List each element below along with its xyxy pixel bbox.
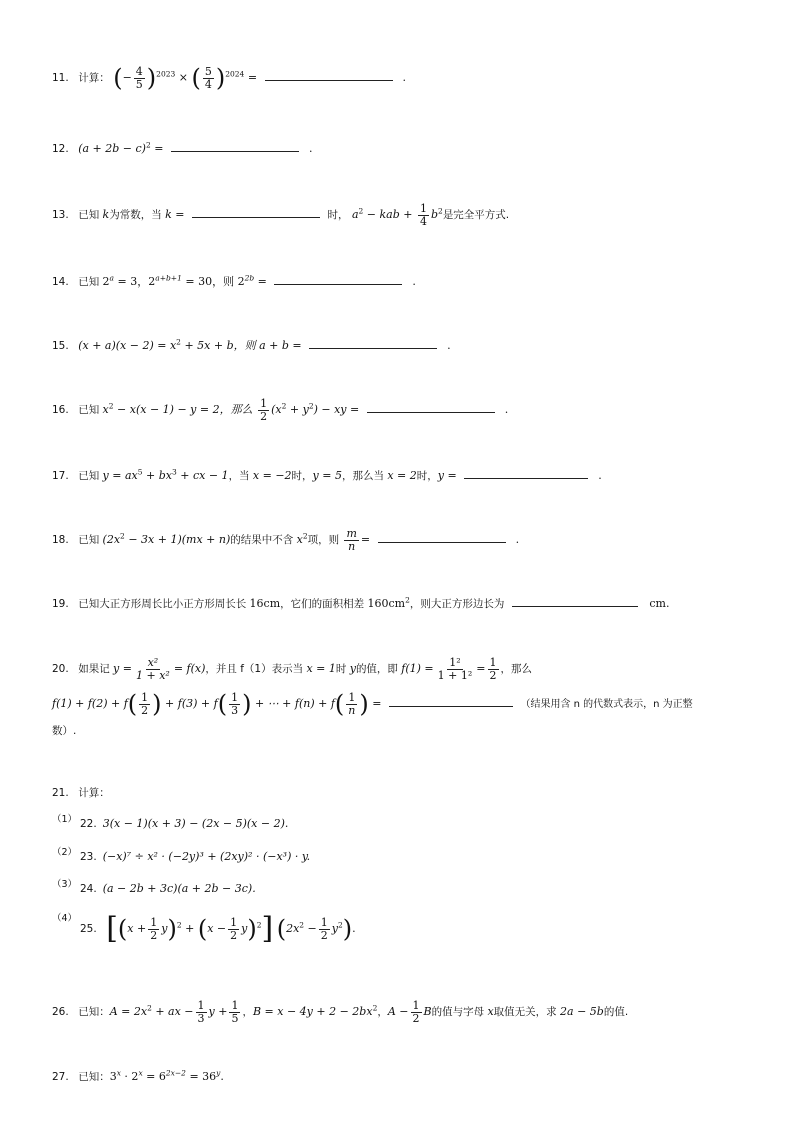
- expression: (a − 2b + 3c)(a + 2b − 3c).: [102, 882, 256, 895]
- expression: + y: [286, 403, 309, 417]
- expression: (2x: [102, 533, 121, 547]
- numerator: 1: [412, 999, 420, 1012]
- numerator: 1²: [449, 656, 461, 669]
- fraction-b: [203, 66, 214, 90]
- exponent: 2: [302, 531, 308, 541]
- expression: 2a − 5b: [560, 1005, 604, 1019]
- text: 时，: [416, 470, 438, 482]
- question-number: 11.: [52, 72, 69, 85]
- question-number: 13.: [52, 209, 69, 222]
- sub-label: （4）: [52, 913, 78, 924]
- numerator: 1: [231, 691, 239, 704]
- bracket-open: [: [106, 911, 118, 946]
- plus-sign: +: [185, 922, 195, 935]
- exponent: 3: [171, 467, 177, 477]
- question-label: 计算：: [78, 72, 110, 85]
- bracket-close: ]: [261, 911, 274, 946]
- expression: 2x: [286, 922, 300, 935]
- answer-blank[interactable]: [512, 596, 638, 607]
- expression: + cx − 1: [176, 469, 229, 482]
- exponent: 2b: [244, 273, 255, 283]
- expression: x = −2: [252, 469, 292, 482]
- question-number: 19.: [52, 598, 69, 610]
- text: 是完全平方式.: [442, 209, 510, 222]
- exponent: 2: [108, 401, 114, 411]
- expression: 2: [237, 275, 245, 288]
- exponent: 2024: [225, 69, 245, 79]
- expression: y =: [437, 469, 457, 482]
- expression: y: [241, 922, 248, 935]
- text: 项，则: [307, 534, 343, 547]
- text: 为常数，当: [109, 209, 166, 222]
- equals-sign: =: [476, 662, 486, 676]
- expression: − kab +: [363, 208, 416, 222]
- paren-open: (: [113, 64, 123, 93]
- question-number: 15.: [52, 340, 69, 352]
- expression: = 3，: [114, 275, 149, 288]
- denominator: 5: [135, 77, 143, 91]
- times-sign: ×: [178, 71, 188, 85]
- question-26: [52, 1000, 742, 1024]
- numerator: m: [346, 527, 357, 540]
- exponent: 2023: [156, 69, 176, 79]
- numerator: 1: [141, 691, 149, 704]
- exponent: 2: [145, 140, 151, 150]
- question-13: [52, 203, 742, 227]
- exponent: y: [216, 1068, 221, 1078]
- paren-close: ): [342, 915, 353, 943]
- text: ，: [242, 1006, 253, 1019]
- fraction-a: [134, 66, 145, 90]
- exponent: 2: [338, 920, 343, 930]
- answer-blank[interactable]: [171, 141, 299, 152]
- question-20: [52, 657, 742, 681]
- question-number: 16.: [52, 404, 69, 417]
- expression: B = x − 4y + 2 − 2bx: [252, 1005, 373, 1019]
- exponent: 2x−2: [165, 1068, 186, 1078]
- text: ，它们的面积相差: [280, 598, 368, 610]
- denominator: n: [348, 703, 356, 717]
- expression: − 3x + 1)(mx + n): [124, 533, 231, 547]
- fraction: [418, 203, 429, 227]
- question-number: 20.: [52, 663, 69, 676]
- question-21: [52, 784, 742, 802]
- sub-question-4: [52, 911, 742, 946]
- period: .: [308, 142, 313, 155]
- expression: + ax −: [151, 1005, 194, 1019]
- unit: cm.: [649, 597, 670, 610]
- paren-close: ): [247, 915, 257, 943]
- fraction: [148, 917, 159, 941]
- expression: y +: [208, 1005, 228, 1019]
- expression: y: [331, 922, 338, 935]
- fraction: [196, 1000, 207, 1024]
- text: 已知: [78, 404, 103, 417]
- exponent: 2: [176, 920, 182, 930]
- note-text: （结果用含 n 的代数式表示，n 为正整: [520, 699, 693, 711]
- period: .: [412, 275, 416, 288]
- text: 取值无关，求: [493, 1006, 561, 1019]
- exponent: a+b+1: [155, 273, 182, 283]
- text: 时: [335, 663, 350, 676]
- numerator: 5: [204, 65, 212, 78]
- expression: = 6: [142, 1070, 166, 1083]
- answer-blank[interactable]: [309, 338, 437, 349]
- text: 已知大正方形周长比小正方形周长长: [78, 598, 250, 610]
- text: 的结果中不含: [230, 534, 297, 547]
- question-number: 22.: [80, 818, 97, 830]
- exponent: a: [109, 273, 115, 283]
- fraction: [258, 398, 269, 422]
- paren-open: (: [117, 915, 128, 943]
- expression: 3(x − 1)(x + 3) − (2x − 5)(x − 2).: [102, 817, 289, 830]
- numerator: 1: [230, 915, 238, 929]
- exponent: 2: [372, 1003, 378, 1013]
- paren-open: (: [197, 915, 208, 943]
- text: 已知：: [78, 1071, 110, 1083]
- equals-sign: =: [150, 142, 164, 155]
- sub-label: （3）: [52, 879, 78, 890]
- denominator: 4: [204, 77, 212, 91]
- numerator: 1: [489, 656, 497, 669]
- expression: − x(x − 1) − y = 2，那么: [113, 403, 257, 417]
- expression: ) − xy =: [313, 403, 360, 417]
- expression: k =: [165, 208, 185, 222]
- paren-close: ): [359, 690, 369, 719]
- expression: · 2: [120, 1070, 139, 1083]
- question-18: [52, 528, 742, 552]
- expression: (a + 2b − c): [78, 142, 146, 155]
- fraction: [139, 692, 150, 716]
- expression: = f(x): [173, 662, 206, 676]
- exponent: 2: [176, 337, 181, 347]
- answer-blank[interactable]: [389, 696, 513, 707]
- question-11: [52, 64, 742, 93]
- answer-blank[interactable]: [367, 402, 495, 413]
- question-number: 27.: [52, 1071, 69, 1083]
- numerator: 1: [320, 915, 328, 929]
- text: 的值，即: [355, 663, 402, 676]
- expression: (x + a)(x − 2) = x: [78, 339, 177, 352]
- expression: (x: [271, 403, 282, 417]
- paren-open: (: [127, 690, 138, 719]
- text: 已知: [78, 534, 103, 547]
- question-20-note-end: [52, 722, 742, 740]
- expression: y: [161, 922, 168, 935]
- exponent: 2: [256, 920, 262, 930]
- fraction: [229, 692, 240, 716]
- expression: + f(3) + f: [165, 697, 218, 711]
- numerator: 4: [135, 65, 143, 78]
- answer-blank[interactable]: [192, 207, 320, 218]
- expression: 3: [109, 1070, 117, 1083]
- question-number: 25.: [80, 923, 97, 935]
- expression: + 5x + b，则 a + b =: [180, 339, 302, 352]
- question-number: 14.: [52, 276, 69, 288]
- exponent: 2: [405, 595, 410, 605]
- fraction: [344, 528, 358, 552]
- denominator: 2: [320, 928, 328, 942]
- paren-close: ): [146, 64, 157, 93]
- equals-sign: =: [360, 533, 371, 547]
- numerator: 1: [231, 999, 239, 1012]
- period: .: [220, 1070, 224, 1083]
- expression: A −: [387, 1005, 409, 1019]
- text: 已知: [78, 209, 103, 222]
- question-16: [52, 398, 742, 422]
- period: .: [352, 922, 356, 935]
- fraction: [229, 1000, 240, 1024]
- denominator: 2: [260, 409, 268, 423]
- sub-question-1: [52, 815, 742, 833]
- sub-label: （2）: [52, 847, 78, 858]
- text: 的值与字母: [431, 1006, 488, 1019]
- expression: y =: [113, 662, 132, 676]
- expression: = 36: [185, 1070, 217, 1083]
- text: 已知：: [78, 1006, 110, 1019]
- exponent: 2: [438, 206, 443, 216]
- denominator: 2: [141, 703, 149, 717]
- expression: a: [351, 208, 359, 222]
- text: ，那么: [500, 663, 532, 676]
- sub-question-2: [52, 848, 742, 866]
- answer-blank[interactable]: [265, 70, 393, 81]
- expression: −: [304, 922, 317, 935]
- question-14: [52, 273, 742, 291]
- numerator: x²: [147, 656, 159, 669]
- numerator: 1: [150, 915, 158, 929]
- denominator: 2: [489, 668, 497, 682]
- expression: x = 2: [387, 469, 417, 482]
- period: .: [598, 469, 602, 482]
- fraction: [319, 917, 330, 941]
- text: 已知: [78, 276, 103, 288]
- exponent: 2: [308, 401, 314, 411]
- denominator: 2: [150, 928, 158, 942]
- expression: x −: [207, 922, 227, 935]
- exponent: 2: [120, 531, 125, 541]
- expression: f(1) =: [401, 662, 434, 676]
- fraction: [228, 917, 239, 941]
- equals-sign: =: [247, 71, 258, 85]
- exponent: 2: [147, 1003, 152, 1013]
- text: 如果记: [78, 663, 114, 676]
- value: 160cm: [367, 597, 406, 610]
- expression: y: [349, 662, 356, 676]
- question-number: 17.: [52, 470, 69, 482]
- variable: k: [102, 208, 110, 222]
- denominator: 5: [231, 1011, 239, 1025]
- equals-sign: =: [372, 697, 382, 711]
- question-17: [52, 467, 742, 485]
- question-label: 计算：: [78, 787, 110, 799]
- question-19: [52, 595, 742, 613]
- exponent: x: [138, 1068, 143, 1078]
- question-number: 21.: [52, 787, 69, 799]
- exponent: 5: [137, 467, 143, 477]
- expression: x: [487, 1005, 494, 1019]
- expression: x = 1: [306, 662, 336, 676]
- question-number: 26.: [52, 1006, 69, 1019]
- question-number: 12.: [52, 143, 69, 155]
- answer-blank[interactable]: [378, 532, 506, 543]
- denominator: 2: [412, 1011, 420, 1025]
- expression: b: [430, 208, 439, 222]
- expression: + ⋯ + f(n) + f: [254, 697, 335, 711]
- denominator: n: [348, 539, 356, 553]
- expression: x: [296, 533, 303, 547]
- question-number: 18.: [52, 534, 69, 547]
- text: 时，: [327, 209, 349, 222]
- paren-close: ): [167, 915, 177, 943]
- sub-question-3: [52, 880, 742, 898]
- period: .: [447, 339, 451, 352]
- paren-open: (: [276, 915, 287, 943]
- expression: = 30，则: [181, 275, 238, 288]
- expression: 2: [102, 275, 110, 288]
- sub-label: （1）: [52, 814, 78, 825]
- exponent: 2: [358, 206, 364, 216]
- text: 的值.: [603, 1006, 629, 1019]
- expression: y = 5: [312, 469, 342, 482]
- expression: x: [102, 403, 109, 417]
- denominator: 2: [230, 928, 238, 942]
- question-number: 23.: [80, 851, 97, 863]
- paren-close: ): [152, 690, 162, 719]
- text: 数）.: [52, 725, 77, 737]
- question-15: [52, 337, 742, 355]
- exponent: x: [116, 1068, 121, 1078]
- text: ，则大正方形边长为: [409, 598, 505, 610]
- denominator: 3: [197, 1011, 205, 1025]
- denominator: 1 + 1²: [437, 668, 473, 682]
- numerator: 1: [197, 999, 205, 1012]
- fraction: [436, 657, 475, 681]
- fraction: [134, 657, 172, 681]
- expression: + bx: [142, 469, 172, 482]
- denominator: 4: [419, 214, 427, 228]
- question-27: [52, 1068, 742, 1086]
- question-12: [52, 140, 742, 158]
- period: .: [515, 533, 520, 547]
- expression: 2: [148, 275, 156, 288]
- numerator: 1: [419, 202, 427, 215]
- expression: A = 2x: [109, 1005, 148, 1019]
- paren-open: (: [191, 64, 201, 93]
- period: .: [504, 403, 509, 417]
- period: .: [402, 71, 407, 85]
- text: ，当: [228, 470, 253, 482]
- text: 时，: [291, 470, 313, 482]
- text: ，那么当: [341, 470, 388, 482]
- expression: x +: [127, 922, 147, 935]
- text: ，并且 f（1）表示当: [205, 663, 307, 676]
- expression: B: [423, 1005, 432, 1019]
- fraction: [346, 692, 357, 716]
- numerator: 1: [348, 691, 356, 704]
- fraction: [411, 1000, 422, 1024]
- question-number: 24.: [80, 883, 97, 895]
- expression: =: [254, 275, 267, 288]
- paren-close: ): [215, 64, 226, 93]
- denominator: 3: [231, 703, 239, 717]
- denominator: 1 + x²: [135, 668, 170, 682]
- minus-sign: −: [122, 71, 132, 85]
- answer-blank[interactable]: [274, 274, 402, 285]
- text: ，: [377, 1006, 388, 1019]
- numerator: 1: [260, 397, 268, 410]
- paren-open: (: [217, 690, 228, 719]
- paren-close: ): [242, 690, 252, 719]
- fraction: [488, 657, 499, 681]
- expression: f(1) + f(2) + f: [52, 697, 128, 711]
- value: 16cm: [249, 597, 281, 610]
- paren-open: (: [334, 690, 345, 719]
- exponent: 2: [299, 920, 305, 930]
- expression: (−x)⁷ ÷ x² · (−2y)³ + (2xy)² · (−x³) · y.: [102, 850, 311, 863]
- exponent: 2: [281, 401, 287, 411]
- expression: y = ax: [102, 469, 138, 482]
- answer-blank[interactable]: [464, 468, 588, 479]
- question-20-sum-line: [52, 690, 742, 719]
- text: 已知: [78, 470, 103, 482]
